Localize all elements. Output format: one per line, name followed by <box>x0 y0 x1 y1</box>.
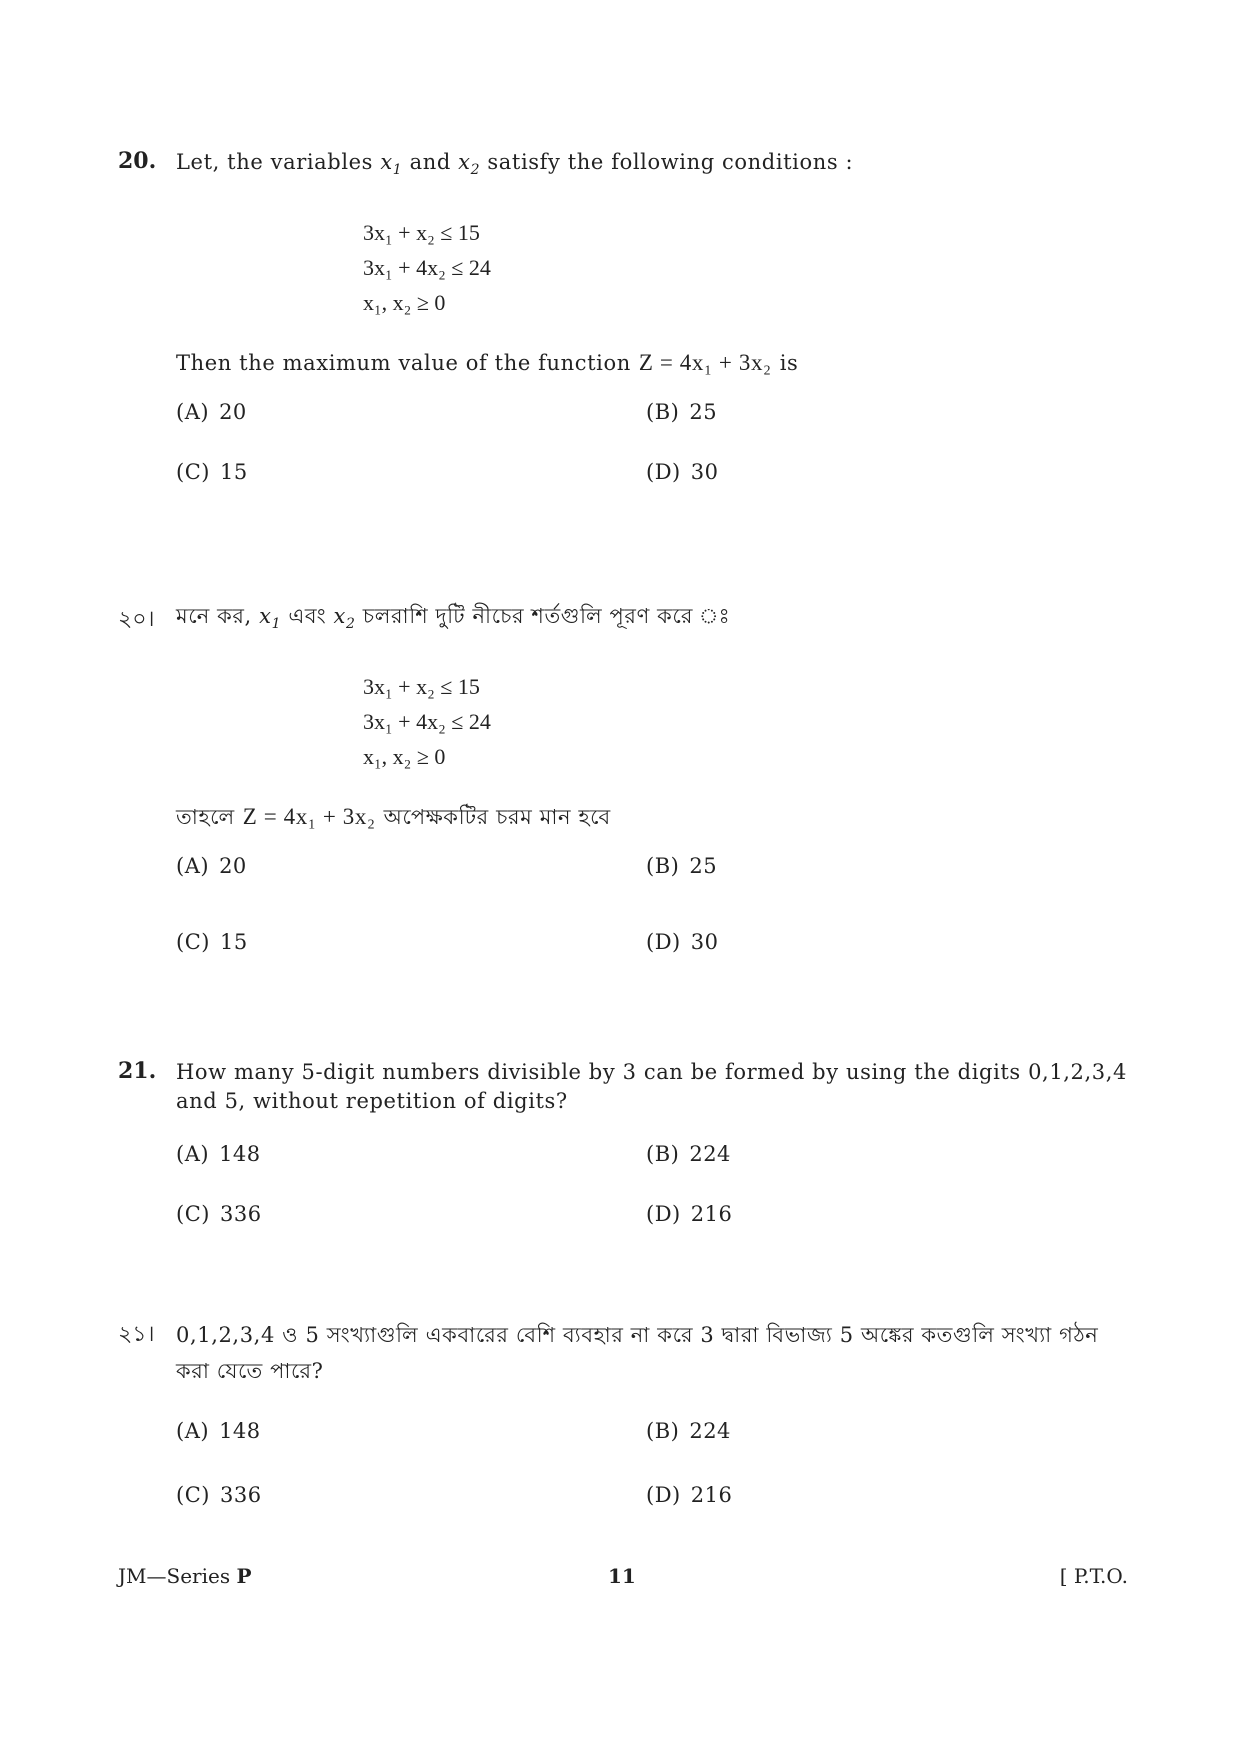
stem-text: Then the maximum value of the function <box>176 351 631 376</box>
question-text <box>176 1058 1128 1116</box>
constraints <box>363 215 1128 320</box>
intro-text: satisfy the following conditions : <box>487 150 854 174</box>
question-line: 0,1,2,3,4 ও 5 সংখ্যাগুলি একবারের বেশি ব্যবহার না করে 3 দ্বারা বিভাজ্য 5 অঙ্কের কতগুলি সংখ্যা গঠন <box>176 1323 1099 1347</box>
pto-label: [ P.T.O. <box>1059 1564 1128 1588</box>
variable-x1: $x_1$ <box>380 150 403 179</box>
constraint-3: x₁, x₂ ≥ 0 <box>363 744 446 770</box>
question-20-bengali <box>118 602 1128 1004</box>
series-label: JM—Series P <box>118 1564 252 1588</box>
constraint-1: 3x₁ + x₂ ≤ 15 <box>363 220 480 246</box>
intro-text: চলরাশি দুটি নীচের শর্তগুলি পূরণ করে ঃ <box>362 604 731 628</box>
options <box>176 1142 1128 1282</box>
option-a[interactable]: (A) 148 <box>176 1419 261 1443</box>
question-20-english <box>118 148 1128 540</box>
option-d[interactable]: (D) 216 <box>646 1202 733 1226</box>
stem-text: তাহলে <box>176 805 235 830</box>
question-line: How many 5-digit numbers divisible by 3 can be formed by using the digits 0,1,2,3,4 <box>176 1060 1127 1084</box>
question-number: 21. <box>118 1058 157 1084</box>
option-b[interactable]: (B) 25 <box>646 400 718 425</box>
objective-function: Z = 4x₁ + 3x₂ <box>638 350 772 376</box>
question-21-english <box>118 1058 1128 1282</box>
question-intro <box>176 148 1128 185</box>
question-line: করা যেতে পারে? <box>176 1359 324 1383</box>
option-a[interactable]: (A) 148 <box>176 1142 261 1166</box>
constraints <box>363 669 1128 774</box>
variable-x2: $x_2$ <box>333 604 356 633</box>
intro-text: এবং <box>288 604 327 628</box>
option-c[interactable]: (C) 15 <box>176 460 248 485</box>
option-c[interactable]: (C) 336 <box>176 1202 262 1226</box>
stem-text: is <box>779 351 799 376</box>
objective-function: Z = 4x₁ + 3x₂ <box>242 804 376 830</box>
options <box>176 854 1128 1004</box>
constraint-3: x₁, x₂ ≥ 0 <box>363 290 446 316</box>
variable-x2: $x_2$ <box>458 150 481 179</box>
option-d[interactable]: (D) 30 <box>646 930 719 955</box>
question-stem <box>176 348 1128 378</box>
variable-x1: $x_1$ <box>259 604 282 633</box>
option-c[interactable]: (C) 336 <box>176 1483 262 1507</box>
intro-text: Let, the variables <box>176 150 374 174</box>
intro-text: মনে কর, <box>176 604 252 628</box>
options <box>176 1419 1128 1559</box>
constraint-1: 3x₁ + x₂ ≤ 15 <box>363 674 480 700</box>
option-b[interactable]: (B) 224 <box>646 1419 731 1443</box>
question-text <box>176 1317 1128 1389</box>
question-number: ২০। <box>118 607 155 632</box>
stem-text: অপেক্ষকটির চরম মান হবে <box>383 805 611 830</box>
option-d[interactable]: (D) 30 <box>646 460 719 485</box>
constraint-2: 3x₁ + 4x₂ ≤ 24 <box>363 709 491 735</box>
option-a[interactable]: (A) 20 <box>176 400 247 425</box>
question-number: ২১। <box>118 1322 155 1347</box>
constraint-2: 3x₁ + 4x₂ ≤ 24 <box>363 255 491 281</box>
question-21-bengali <box>118 1317 1128 1559</box>
question-line: and 5, without repetition of digits? <box>176 1089 568 1113</box>
question-stem <box>176 802 1128 832</box>
page-number: 11 <box>608 1564 636 1588</box>
option-b[interactable]: (B) 224 <box>646 1142 731 1166</box>
question-intro <box>176 602 1128 639</box>
intro-text: and <box>409 150 451 174</box>
option-c[interactable]: (C) 15 <box>176 930 248 955</box>
options <box>176 400 1128 540</box>
option-b[interactable]: (B) 25 <box>646 854 718 879</box>
option-d[interactable]: (D) 216 <box>646 1483 733 1507</box>
question-number: 20. <box>118 148 157 174</box>
option-a[interactable]: (A) 20 <box>176 854 247 879</box>
